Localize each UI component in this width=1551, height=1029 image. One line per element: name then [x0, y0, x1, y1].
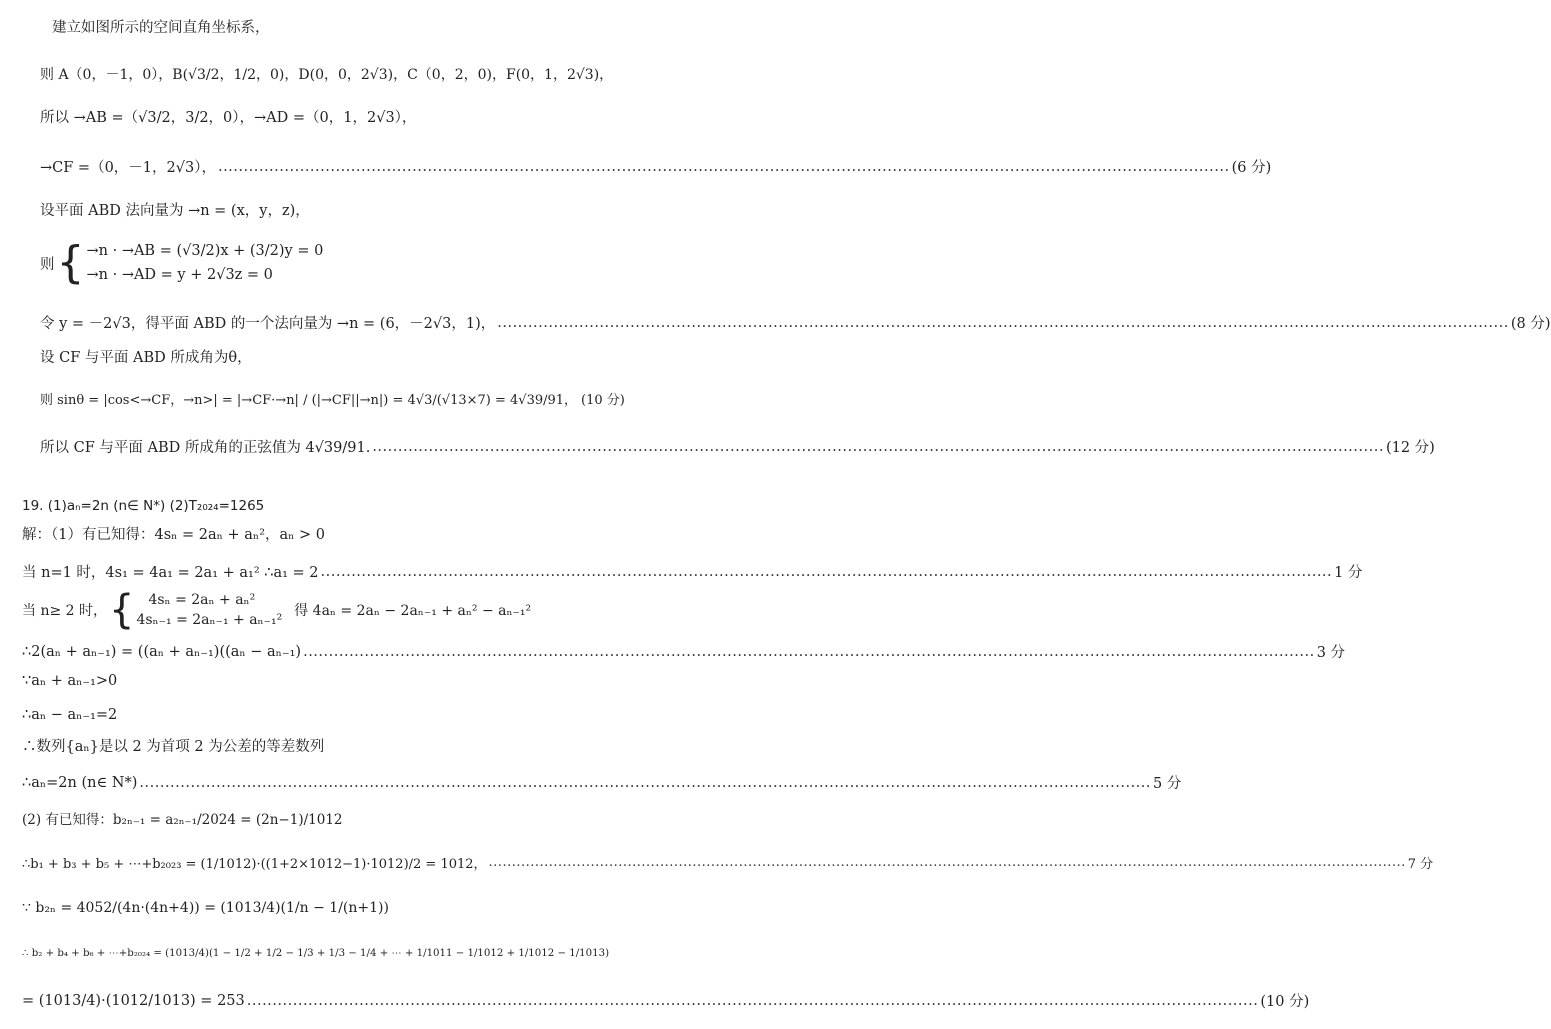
q19-eq-sn-1: 4sₙ₋₁ = 2aₙ₋₁ + aₙ₋₁²: [136, 612, 283, 628]
q19-b2n-1: (2) 有已知得：b₂ₙ₋₁ = a₂ₙ₋₁/2024 = (2n−1)/1012: [22, 812, 343, 828]
brace-icon: {: [56, 237, 85, 288]
text-line-sin-theta: [40, 389, 625, 408]
score-mark-1: 1 分: [1334, 565, 1363, 581]
text-line-normal-result: [40, 312, 1551, 333]
score-mark-3: 3 分: [1316, 645, 1346, 661]
text-line-sine-value: [40, 436, 1435, 457]
leader-dots: [372, 439, 1384, 455]
leader-dots: [139, 775, 1151, 791]
text-line-vectors-ab-ad: 所以 →AB =（√3/2，3/2，0），→AD =（0，1，2√3），: [40, 110, 417, 126]
q19-odd-sum-text: ∴b₁ + b₃ + b₅ + ⋯+b₂₀₂₃ = (1/1012)·((1+2×1012−1)·1012)/2 = 1012，: [22, 857, 487, 872]
text-line-normal-vector: 设平面 ABD 法向量为 →n = (x，y，z)，: [40, 203, 310, 219]
q19-an-line: [22, 772, 1182, 793]
q19-system-prefix: 当 n≥ 2 时，: [22, 603, 108, 619]
score-mark-6: (6 分): [1231, 160, 1272, 176]
q19-arithmetic-sequence: ∴数列{aₙ}是以 2 为首项 2 为公差的等差数列: [22, 739, 325, 755]
text-line-coordinate-system: 建立如图所示的空间直角坐标系，: [52, 20, 270, 36]
q19-system-line: [22, 586, 531, 634]
q19-derived: 得 4aₙ = 2aₙ − 2aₙ₋₁ + aₙ² − aₙ₋₁²: [294, 603, 532, 619]
normal-result-text: 令 y = －2√3，得平面 ABD 的一个法向量为 →n = (6，－2√3，1)，: [40, 316, 496, 332]
brace-icon: {: [109, 587, 135, 633]
q19-even-result-text: = (1013/4)·(1012/1013) = 253: [22, 992, 245, 1009]
q19-positive-sum: ∵aₙ + aₙ₋₁>0: [22, 673, 118, 689]
q19-odd-sum-line: [22, 853, 1434, 872]
leader-dots: [321, 564, 1333, 580]
leader-dots: [218, 159, 1230, 175]
q19-difference: ∴aₙ − aₙ₋₁=2: [22, 707, 118, 723]
leader-dots: [247, 993, 1259, 1009]
q19-n1-text: 当 n=1 时，4s₁ = 4a₁ = 2a₁ + a₁² ∴a₁ = 2: [22, 565, 319, 581]
q19-factor-text: ∴2(aₙ + aₙ₋₁) = ((aₙ + aₙ₋₁)((aₙ − aₙ₋₁): [22, 643, 302, 660]
text-line-angle-theta: 设 CF 与平面 ABD 所成角为θ，: [40, 350, 252, 366]
q19-answer-header: 19. (1)aₙ=2n (n∈ N*) (2)T₂₀₂₄=1265: [22, 498, 265, 514]
equation-n-ab: →n · →AB = (√3/2)x + (3/2)y = 0: [86, 243, 324, 259]
q19-factor-line: [22, 641, 1346, 662]
leader-dots: [489, 855, 1406, 870]
q19-even-result-line: [22, 990, 1310, 1011]
sine-value-text: 所以 CF 与平面 ABD 所成角的正弦值为 4√39/91.: [40, 440, 371, 456]
score-mark-5: 5 分: [1153, 776, 1182, 792]
q19-b2n: ∵ b₂ₙ = 4052/(4n·(4n+4)) = (1013/4)(1/n − 1/(n+1)): [22, 900, 389, 916]
q19-even-sum: ∴ b₂ + b₄ + b₆ + ⋯+b₂₀₂₄ = (1013/4)(1 − 1/2 + 1/2 − 1/3 + 1/3 − 1/4 + ⋯ + 1/1011 − 1/1012 + 1/1012 − 1/1013): [22, 948, 610, 959]
equation-system-normal: [40, 232, 323, 294]
q19-eq-sn: 4sₙ = 2aₙ + aₙ²: [148, 592, 256, 608]
leader-dots: [303, 644, 1315, 660]
q19-given: 解：（1）有已知得：4sₙ = 2aₙ + aₙ²，aₙ > 0: [22, 527, 326, 543]
system-prefix: 则: [40, 256, 55, 273]
score-mark-12: (12 分): [1385, 440, 1435, 456]
q19-n1-line: [22, 561, 1363, 582]
score-mark-7: 7 分: [1407, 857, 1434, 872]
text-line-vector-cf: [40, 156, 1272, 177]
text-line-points: 则 A（0，－1，0），B(√3/2，1/2，0)，D(0，0，2√3)，C（0，2，0)，F(0，1，2√3)，: [40, 67, 614, 83]
equation-n-ad: →n · →AD = y + 2√3z = 0: [86, 267, 273, 283]
vector-cf-text: →CF =（0，－1，2√3），: [40, 160, 216, 176]
score-mark-8: (8 分): [1510, 316, 1551, 332]
score-mark-10b: (10 分): [1260, 994, 1310, 1010]
q19-an-text: ∴aₙ=2n (n∈ N*): [22, 774, 138, 791]
sin-theta-text: 则 sinθ = |cos<→CF，→n>| = |→CF·→n| / (|→CF||→n|) = 4√3/(√13×7) = 4√39/91，: [40, 393, 578, 408]
leader-dots: [497, 315, 1509, 331]
score-mark-10: (10 分): [581, 393, 625, 408]
